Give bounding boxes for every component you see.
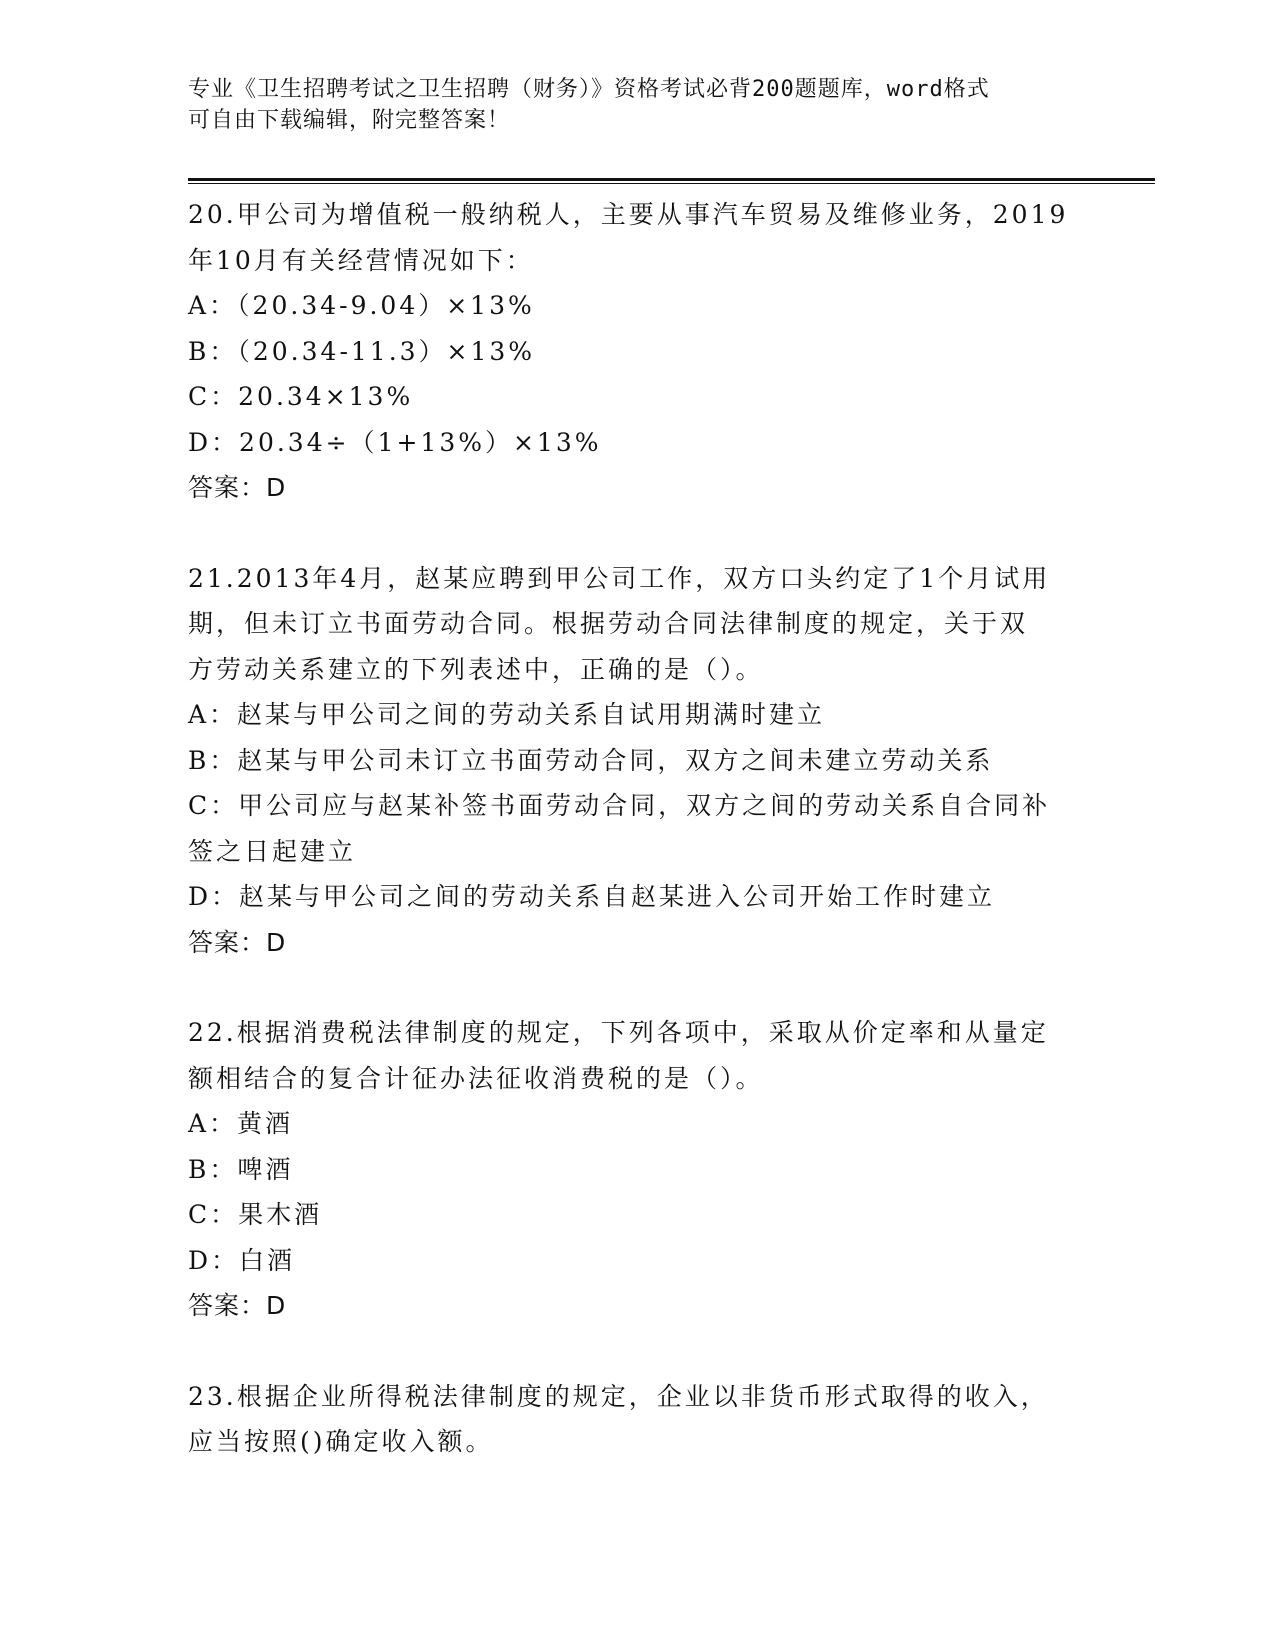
answer-line: 答案：D — [188, 473, 287, 502]
answer-line: 答案：D — [188, 1291, 287, 1320]
option-c: C：甲公司应与赵某补签书面劳动合同，双方之间的劳动关系自合同补 — [188, 791, 1051, 820]
header-divider-thin — [188, 183, 1155, 184]
question-stem-line: 21.2013年4月，赵某应聘到甲公司工作，双方口头约定了1个月试用 — [188, 563, 1051, 593]
option-b: B：（20.34-11.3）×13% — [188, 336, 536, 366]
header-line: 可自由下载编辑，附完整答案！ — [188, 108, 511, 133]
option-d: D：白酒 — [188, 1245, 296, 1275]
option-d: D：赵某与甲公司之间的劳动关系自赵某进入公司开始工作时建立 — [188, 882, 996, 911]
option-c: C：果木酒 — [188, 1200, 323, 1229]
option-c: C：20.34×13% — [188, 382, 414, 411]
option-b: B：赵某与甲公司未订立书面劳动合同，双方之间未建立劳动关系 — [188, 745, 994, 775]
question-stem-line: 23.根据企业所得税法律制度的规定，企业以非货币形式取得的收入， — [188, 1381, 1049, 1411]
question-stem-line: 20.甲公司为增值税一般纳税人，主要从事汽车贸易及维修业务，2019 — [188, 200, 1069, 229]
question-stem-line: 22.根据消费税法律制度的规定，下列各项中，采取从价定率和从量定 — [188, 1018, 1049, 1047]
question-block — [188, 1010, 1088, 1329]
option-a: A：赵某与甲公司之间的劳动关系自试用期满时建立 — [188, 700, 826, 729]
question-stem-line: 方劳动关系建立的下列表述中，正确的是（）。 — [188, 654, 764, 684]
header-line: 专业《卫生招聘考试之卫生招聘（财务）》资格考试必背200题题库，word格式 — [188, 77, 990, 102]
question-stem-line: 年10月有关经营情况如下： — [188, 245, 534, 275]
question-list — [188, 192, 1088, 1510]
question-block — [188, 1374, 1088, 1465]
question-stem-line: 额相结合的复合计征办法征收消费税的是（）。 — [188, 1063, 764, 1093]
option-a: A：（20.34-9.04）×13% — [188, 291, 535, 320]
question-stem-line: 应当按照()确定收入额。 — [188, 1427, 494, 1456]
question-block — [188, 192, 1088, 511]
option-a: A：黄酒 — [188, 1109, 294, 1138]
answer-line: 答案：D — [188, 927, 287, 957]
question-stem-line: 期，但未订立书面劳动合同。根据劳动合同法律制度的规定，关于双 — [188, 609, 1029, 638]
header-divider-thick — [188, 178, 1155, 181]
document-header — [188, 74, 1088, 136]
option-b: B：啤酒 — [188, 1154, 294, 1184]
question-block — [188, 556, 1088, 966]
option-c-continued: 签之日起建立 — [188, 836, 357, 866]
option-d: D：20.34÷（1+13%）×13% — [188, 427, 602, 457]
